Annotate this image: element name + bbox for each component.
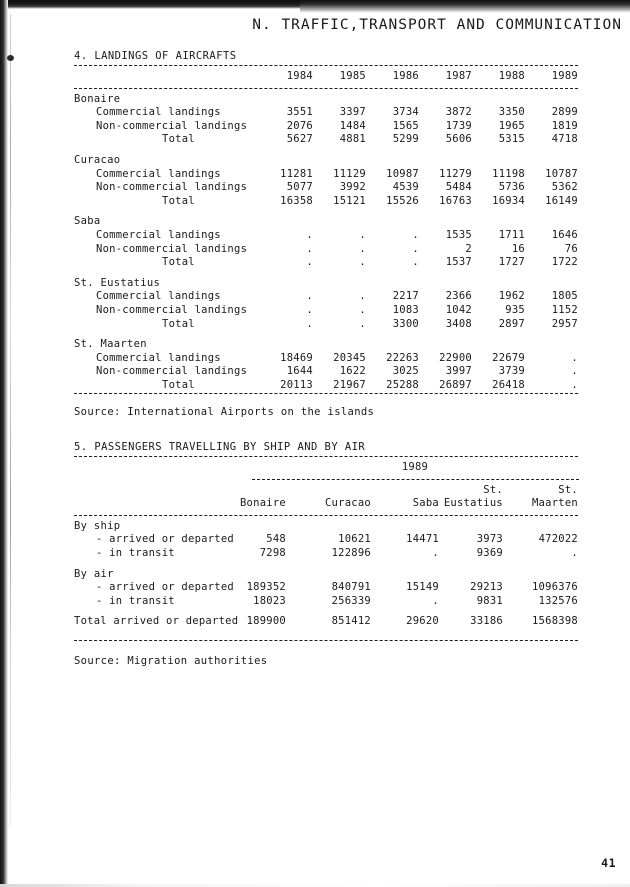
table-row-group-name <box>74 277 578 291</box>
row-label: Commercial landings <box>96 290 221 303</box>
cell-value: . <box>571 546 578 559</box>
row-label: Commercial landings <box>96 228 221 241</box>
scan-edge-top-taper <box>300 0 630 14</box>
cell-value: 1568398 <box>531 615 578 628</box>
table-5-header-line1 <box>74 484 578 498</box>
row-label: Non-commercial landings <box>96 119 248 132</box>
section-header: N. TRAFFIC,TRANSPORT AND COMMUNICATION <box>252 17 622 33</box>
cell-value: 4881 <box>339 133 366 146</box>
cell-value: 5315 <box>498 133 525 146</box>
col-header-1988: 1988 <box>498 70 525 82</box>
table-4-rule-bottom <box>74 393 578 394</box>
cell-value: 29213 <box>470 581 503 594</box>
table-row-group-name <box>74 215 578 229</box>
cell-value: 132576 <box>538 594 578 607</box>
cell-value: 1711 <box>498 228 525 241</box>
cell-value: 18469 <box>280 351 313 364</box>
cell-value: 3408 <box>445 317 472 330</box>
year-header-1989: 1989 <box>401 461 429 473</box>
col-header-st-maarten-line1: St. <box>558 483 578 496</box>
cell-value: 1096376 <box>531 581 578 594</box>
row-label: - arrived or departed <box>96 581 235 594</box>
group-name-st-eustatius: St. Eustatius <box>74 276 161 289</box>
cell-value: 29620 <box>406 615 439 628</box>
cell-value: 4539 <box>392 181 419 194</box>
cell-value: 22263 <box>386 351 419 364</box>
table-row-group-name <box>74 93 578 107</box>
cell-value: 16934 <box>492 194 525 207</box>
cell-value: 10987 <box>386 167 419 180</box>
scan-edge-left <box>0 0 8 887</box>
table-row <box>74 181 578 195</box>
cell-value: 5606 <box>445 133 472 146</box>
scan-binding-line <box>10 14 11 826</box>
cell-value: 1722 <box>551 256 578 269</box>
cell-value: 22900 <box>439 351 472 364</box>
table-row <box>74 290 578 304</box>
row-label: - in transit <box>96 546 175 559</box>
cell-value: 4718 <box>551 133 578 146</box>
cell-value: 20345 <box>333 351 366 364</box>
table-4-corner-cell <box>74 70 260 84</box>
cell-value: . <box>306 228 313 241</box>
cell-value: 18023 <box>253 594 286 607</box>
cell-value: 840791 <box>331 581 371 594</box>
cell-value: 1962 <box>498 290 525 303</box>
table-row-total <box>74 615 578 629</box>
cell-value: 16 <box>511 242 525 255</box>
table-row <box>74 365 578 379</box>
cell-value: 11129 <box>333 167 366 180</box>
table-4-body <box>74 89 578 393</box>
cell-value: . <box>571 365 578 378</box>
group-name-by-air: By air <box>74 567 114 580</box>
col-header-st-maarten: Maarten <box>531 497 578 510</box>
cell-value: 9831 <box>476 594 503 607</box>
cell-value: 11198 <box>492 167 525 180</box>
table-row <box>74 595 578 609</box>
cell-value: 1622 <box>339 365 366 378</box>
cell-value: 3025 <box>392 365 419 378</box>
cell-value: 5736 <box>498 181 525 194</box>
cell-value: 16763 <box>439 194 472 207</box>
table-row <box>74 581 578 595</box>
table-row-group-name <box>74 520 578 534</box>
group-name-by-ship: By ship <box>74 519 121 532</box>
table-4-column-headers <box>74 70 578 84</box>
cell-value: 20113 <box>280 378 313 391</box>
table-4-title: 4. LANDINGS OF AIRCRAFTS <box>74 50 237 62</box>
cell-value: 7298 <box>259 546 286 559</box>
table-row <box>74 304 578 318</box>
cell-value: 2217 <box>392 290 419 303</box>
table-4-header-table <box>74 66 578 88</box>
table-5-rule-bottom <box>74 640 578 641</box>
cell-value: 3350 <box>498 106 525 119</box>
col-header-1984: 1984 <box>286 70 313 82</box>
table-row-group-name <box>74 568 578 582</box>
cell-value: . <box>432 546 439 559</box>
cell-value: . <box>359 228 366 241</box>
group-name-bonaire: Bonaire <box>74 92 121 105</box>
cell-value: 11281 <box>280 167 313 180</box>
cell-value: 76 <box>564 242 578 255</box>
cell-value: 3734 <box>392 106 419 119</box>
cell-value: 1152 <box>551 303 578 316</box>
col-header-1985: 1985 <box>339 70 366 82</box>
cell-value: 5077 <box>286 181 313 194</box>
row-label-total: Total <box>162 378 195 391</box>
cell-value: . <box>306 317 313 330</box>
cell-value: 122896 <box>331 546 371 559</box>
cell-value: 26897 <box>439 378 472 391</box>
table-row-total <box>74 379 578 393</box>
cell-value: . <box>306 242 313 255</box>
table-row <box>74 533 578 547</box>
cell-value: 851412 <box>331 615 371 628</box>
cell-value: 25288 <box>386 378 419 391</box>
row-label: - in transit <box>96 594 175 607</box>
table-5-block <box>74 441 579 667</box>
table-row-total <box>74 133 578 147</box>
table-row <box>74 106 578 120</box>
row-label: Non-commercial landings <box>96 181 248 194</box>
table-4-block <box>74 50 578 418</box>
cell-value: 5627 <box>286 133 313 146</box>
cell-value: 2076 <box>286 119 313 132</box>
cell-value: 1727 <box>498 256 525 269</box>
table-row-total <box>74 318 578 332</box>
cell-value: 15526 <box>386 194 419 207</box>
cell-value: 16149 <box>545 194 578 207</box>
cell-value: . <box>571 378 578 391</box>
table-row <box>74 229 578 243</box>
table-4-source: Source: International Airports on the islands <box>74 406 375 419</box>
col-header-bonaire-line1 <box>214 484 286 498</box>
col-header-1989: 1989 <box>551 70 578 82</box>
cell-value: 16358 <box>280 194 313 207</box>
cell-value: 10787 <box>545 167 578 180</box>
row-label: Commercial landings <box>96 351 221 364</box>
cell-value: 3739 <box>498 365 525 378</box>
page-number: 41 <box>601 856 616 870</box>
col-header-st-eustatius: Eustatius <box>443 497 503 510</box>
cell-value: 1739 <box>445 119 472 132</box>
table-5-year-header <box>74 457 578 479</box>
cell-value: 935 <box>505 303 525 316</box>
cell-value: 10621 <box>338 533 371 546</box>
table-row <box>74 243 578 257</box>
cell-value: 21967 <box>333 378 366 391</box>
cell-value: 1646 <box>551 228 578 241</box>
cell-value: 2897 <box>498 317 525 330</box>
cell-value: 3872 <box>445 106 472 119</box>
table-row <box>74 168 578 182</box>
cell-value: 189900 <box>246 615 286 628</box>
col-header-curacao-line1 <box>286 484 371 498</box>
cell-value: 1083 <box>392 303 419 316</box>
group-name-curacao: Curacao <box>74 153 121 166</box>
cell-value: 1805 <box>551 290 578 303</box>
row-label-total: Total <box>162 133 195 146</box>
cell-value: 472022 <box>538 533 578 546</box>
group-name-saba: Saba <box>74 215 101 228</box>
cell-value: 3551 <box>286 106 313 119</box>
cell-value: 5362 <box>551 181 578 194</box>
cell-value: 15149 <box>406 581 439 594</box>
table-5-source: Source: Migration authorities <box>74 654 268 667</box>
table-row-total <box>74 195 578 209</box>
cell-value: 2899 <box>551 106 578 119</box>
col-header-saba: Saba <box>412 497 439 510</box>
cell-value: 1042 <box>445 303 472 316</box>
cell-value: 1535 <box>445 228 472 241</box>
cell-value: . <box>412 228 419 241</box>
row-label-total: Total <box>162 256 195 269</box>
col-header-saba-line1 <box>371 484 439 498</box>
table-5-body <box>74 516 578 640</box>
col-header-curacao: Curacao <box>324 497 371 510</box>
cell-value: 26418 <box>492 378 525 391</box>
cell-value: . <box>359 242 366 255</box>
cell-value: 3300 <box>392 317 419 330</box>
cell-value: 2 <box>465 242 472 255</box>
table-row-total <box>74 256 578 270</box>
cell-value: . <box>412 256 419 269</box>
cell-value: 2366 <box>445 290 472 303</box>
col-header-1987: 1987 <box>445 70 472 82</box>
table-row <box>74 120 578 134</box>
table-row <box>74 547 578 561</box>
cell-value: 5299 <box>392 133 419 146</box>
cell-value: . <box>359 256 366 269</box>
group-name-st-maarten: St. Maarten <box>74 338 147 351</box>
cell-value: 1484 <box>339 119 366 132</box>
cell-value: . <box>359 303 366 316</box>
row-label: Non-commercial landings <box>96 303 248 316</box>
cell-value: 3397 <box>339 106 366 119</box>
cell-value: 14471 <box>406 533 439 546</box>
cell-value: 33186 <box>470 615 503 628</box>
cell-value: 2957 <box>551 317 578 330</box>
cell-value: 548 <box>266 533 286 546</box>
row-label-total: Total <box>162 317 195 330</box>
cell-value: 1565 <box>392 119 419 132</box>
cell-value: . <box>359 290 366 303</box>
col-header-st-eustatius-line1: St. <box>483 483 503 496</box>
cell-value: 5484 <box>445 181 472 194</box>
cell-value: . <box>306 256 313 269</box>
cell-value: 189352 <box>246 581 286 594</box>
cell-value: . <box>306 303 313 316</box>
cell-value: . <box>359 317 366 330</box>
col-header-1986: 1986 <box>392 70 419 82</box>
cell-value: 256339 <box>331 594 371 607</box>
cell-value: 22679 <box>492 351 525 364</box>
table-row <box>74 352 578 366</box>
cell-value: . <box>571 351 578 364</box>
cell-value: 3992 <box>339 181 366 194</box>
cell-value: 3997 <box>445 365 472 378</box>
row-label-total: Total arrived or departed <box>74 615 239 628</box>
row-label: - arrived or departed <box>96 533 235 546</box>
cell-value: . <box>432 594 439 607</box>
row-label: Non-commercial landings <box>96 242 248 255</box>
cell-value: 1965 <box>498 119 525 132</box>
cell-value: . <box>412 242 419 255</box>
row-label: Non-commercial landings <box>96 365 248 378</box>
row-label: Commercial landings <box>96 106 221 119</box>
table-row-group-name <box>74 338 578 352</box>
scan-speck <box>7 55 14 61</box>
cell-value: 1819 <box>551 119 578 132</box>
table-5-title: 5. PASSENGERS TRAVELLING BY SHIP AND BY AIR <box>74 441 366 453</box>
cell-value: 15121 <box>333 194 366 207</box>
row-label-total: Total <box>162 194 195 207</box>
cell-value: . <box>306 290 313 303</box>
table-5-header-line2 <box>74 497 578 511</box>
col-header-bonaire: Bonaire <box>239 497 286 510</box>
table-5-column-headers-table <box>74 480 578 515</box>
cell-value: 9369 <box>476 546 503 559</box>
cell-value: 3973 <box>476 533 503 546</box>
cell-value: 1537 <box>445 256 472 269</box>
table-row-group-name <box>74 154 578 168</box>
cell-value: 1644 <box>286 365 313 378</box>
row-label: Commercial landings <box>96 167 221 180</box>
cell-value: 11279 <box>439 167 472 180</box>
